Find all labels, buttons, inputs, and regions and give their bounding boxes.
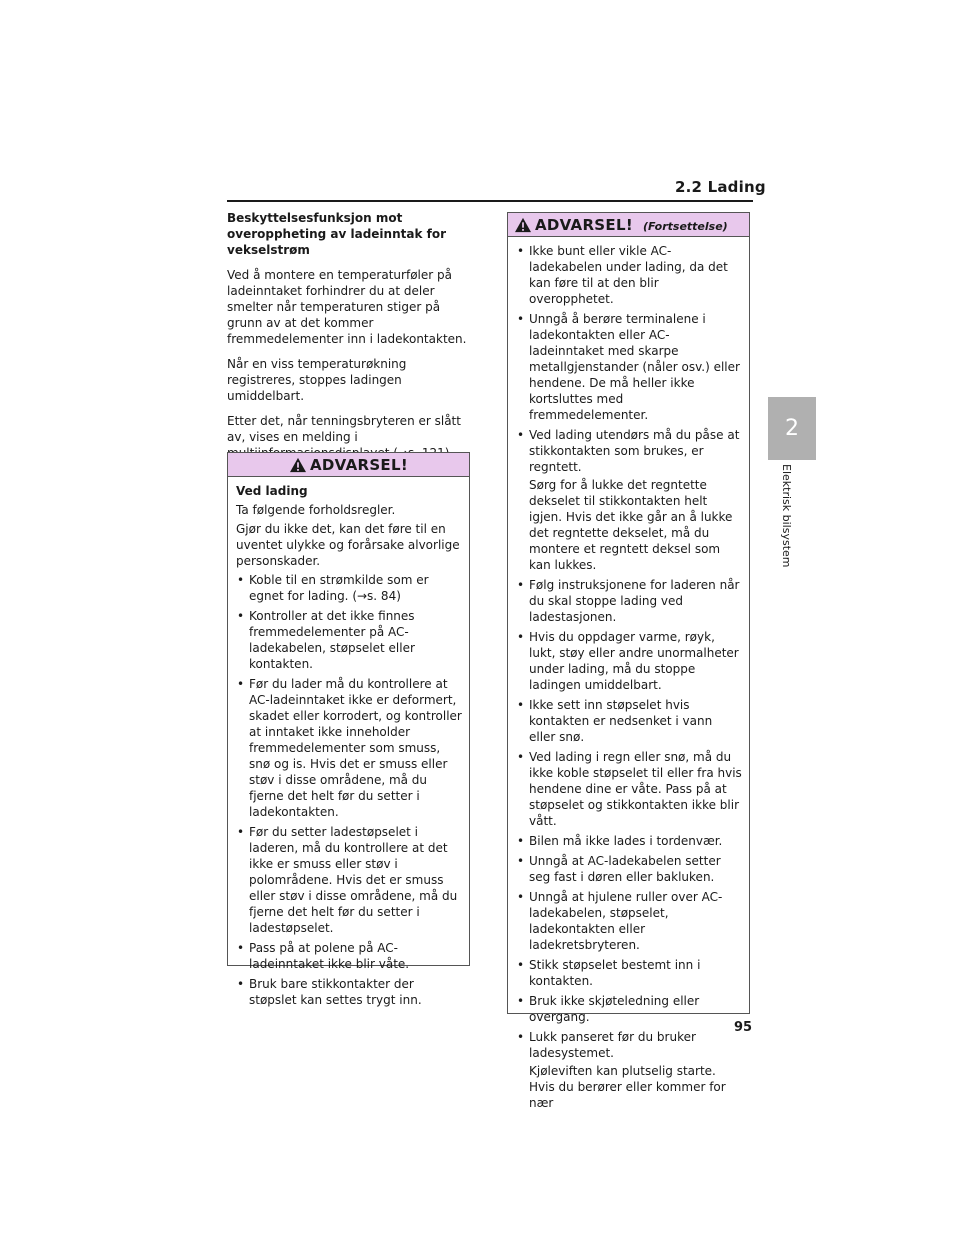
list-item-note: Sørg for å lukke det regntette dekselet til stikkontakten helt igjen. Hvis det ikke går an å lukke det regntette dekselet, må du montere et regntett deksel som kan lukkes. [529, 478, 733, 572]
paragraph: Når en viss temperaturøkning registreres, stoppes ladingen umiddelbart. [227, 357, 407, 403]
list-item: • Unngå at hjulene ruller over AC-ladekabelen, støpselet, ladekontakten eller ladekretsbryteren. [516, 889, 742, 953]
page-number: 95 [734, 1020, 753, 1035]
chapter-label: Elektrisk bilsystem [780, 464, 793, 568]
list-item: • Unngå å berøre terminalene i ladekontakten eller AC-ladeinntaket med skarpe metallgjenstander (nåler osv.) eller hendene. De må heller ikke kortsluttes med fremmedelementer. [516, 311, 742, 423]
warning-title: ADVARSEL! [310, 455, 408, 474]
list-item: • Ved lading utendørs må du påse at stikkontakten som brukes, er regntett. Sørg for å lukke det regntette dekselet til stikkontakten helt igjen. Hvis det ikke går an å lukke det regntette dekselet, må du montere et regntett deksel som kan lukkes. [516, 427, 742, 573]
list-item: • Før du setter ladestøpselet i laderen, må du kontrollere at det ikke er smuss eller støv i polområdene. Hvis det er smuss eller støv i disse områdene, må du fjerne det helt før du setter i ladestøpselet. [236, 824, 462, 936]
list-item: • Ved lading i regn eller snø, må du ikke koble støpselet til eller fra hvis hendene dine er våte. Pass på at støpselet og stikkontakten ikke blir vått. [516, 749, 742, 829]
list-item: • Ikke sett inn støpselet hvis kontakten er nedsenket i vann eller snø. [516, 697, 742, 745]
warning-body [508, 237, 749, 1123]
warning-header [508, 213, 749, 237]
list-item: • Kontroller at det ikke finnes fremmedelementer på AC-ladekabelen, støpselet eller kontakten. [236, 608, 462, 672]
list-item: • Følg instruksjonene for laderen når du skal stoppe lading ved ladestasjonen. [516, 577, 742, 625]
warning-title: ADVARSEL! [535, 215, 633, 234]
warning-paragraph: Gjør du ikke det, kan det føre til en uventet ulykke og forårsake alvorlige personskader. [236, 522, 460, 568]
chapter-tab: 2 [768, 397, 816, 460]
left-column [227, 210, 472, 470]
list-item: • Bruk ikke skjøteledning eller overgang. [516, 993, 742, 1025]
continued-label: (Fortsettelse) [642, 219, 728, 233]
list-item: • Pass på at polene på AC-ladeinntaket ikke blir våte. [236, 940, 462, 972]
list-item: • Stikk støpselet bestemt inn i kontakten. [516, 957, 742, 989]
warning-box-left [227, 452, 470, 1007]
list-item: • Lukk panseret før du bruker ladesystemet. Kjøleviften kan plutselig starte. Hvis du berører eller kommer for nær [516, 1029, 742, 1111]
list-item: • Koble til en strømkilde som er egnet for lading. (→s. 84) [236, 572, 462, 604]
list-item-note: Kjøleviften kan plutselig starte. Hvis du berører eller kommer for nær [529, 1064, 726, 1110]
header-rule [227, 200, 753, 202]
warning-list [236, 572, 462, 1008]
warning-body [228, 477, 469, 1020]
warning-icon [514, 217, 532, 233]
paragraph: Ved å montere en temperaturføler på ladeinntaket forhindrer du at deler smelter når temperaturen stiger på grunn av at det kommer fremmedelementer inn i ladekontakten. [227, 268, 467, 346]
list-item: • Før du lader må du kontrollere at AC-ladeinntaket ikke er deformert, skadet eller korrodert, og kontroller at inntaket ikke inneholder fremmedelementer som smuss, snø og is. Hvis det er smuss eller støv i disse områdene, må du fjerne det helt før du setter i ladekontakten. [236, 676, 462, 820]
section-heading: Beskyttelsesfunksjon mot overoppheting av ladeinntak for vekselstrøm [227, 211, 446, 257]
warning-icon [289, 457, 307, 473]
warning-list [516, 243, 742, 1111]
warning-subheading: Ved lading [236, 484, 308, 498]
section-title: 2.2 Lading [675, 178, 766, 196]
list-item: • Unngå at AC-ladekabelen setter seg fast i døren eller bakluken. [516, 853, 742, 885]
warning-header [228, 453, 469, 477]
list-item: • Hvis du oppdager varme, røyk, lukt, støy eller andre unormalheter under lading, må du stoppe ladingen umiddelbart. [516, 629, 742, 693]
list-item: • Bilen må ikke lades i tordenvær. [516, 833, 742, 849]
warning-paragraph: Ta følgende forholdsregler. [236, 503, 396, 517]
list-item: • Bruk bare stikkontakter der støpslet kan settes trygt inn. [236, 976, 462, 1008]
list-item: • Ikke bunt eller vikle AC-ladekabelen under lading, da det kan føre til at den blir overopphetet. [516, 243, 742, 307]
paragraph: Etter det, når tenningsbryteren er slått av, vises en melding i [227, 414, 461, 444]
